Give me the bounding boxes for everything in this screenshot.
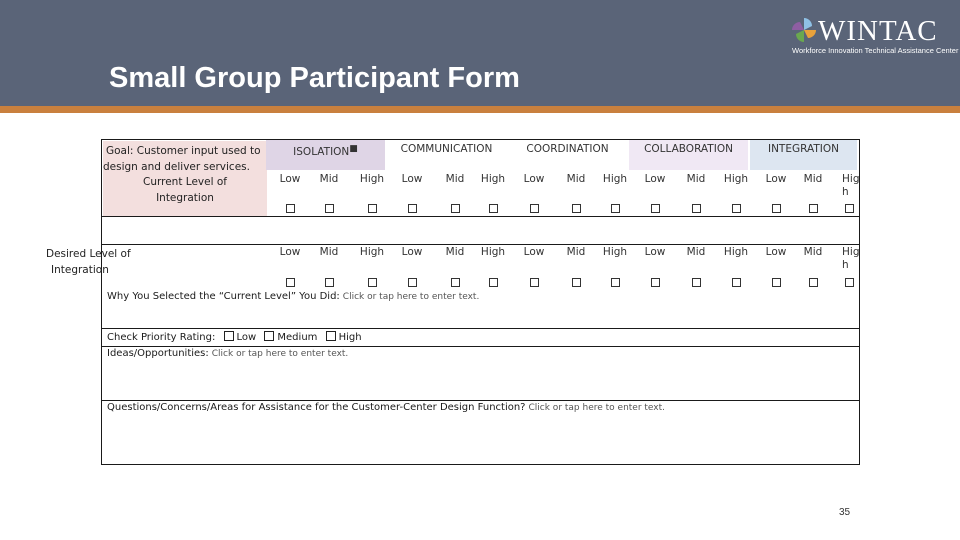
current-coordination-high-label: High — [602, 173, 628, 185]
desired-level-label-2: Integration — [51, 264, 109, 276]
ideas-placeholder[interactable]: Click or tap here to enter text. — [211, 349, 349, 359]
header-accent-bar — [0, 106, 960, 113]
current-communication-low-label: Low — [401, 173, 423, 185]
category-isolation-label: ISOLATION — [293, 146, 350, 158]
why-selected-field[interactable] — [107, 291, 479, 302]
page-number: 35 — [839, 507, 851, 518]
category-collaboration: COLLABORATION — [629, 140, 748, 170]
desired-collaboration-low-label: Low — [644, 246, 666, 258]
category-coordination: COORDINATION — [508, 140, 627, 170]
priority-high-label: High — [338, 332, 362, 343]
priority-low-checkbox[interactable] — [224, 331, 234, 341]
desired-collaboration-high-label: High — [723, 246, 749, 258]
category-communication: COMMUNICATION — [387, 140, 506, 170]
pinwheel-logo-icon — [792, 18, 816, 42]
desired-communication-low-label: Low — [401, 246, 423, 258]
row-divider-4 — [102, 346, 859, 347]
current-isolation-mid-checkbox[interactable] — [325, 204, 334, 213]
current-integration-high-checkbox[interactable] — [845, 204, 854, 213]
desired-coordination-low-checkbox[interactable] — [530, 278, 539, 287]
current-communication-low-checkbox[interactable] — [408, 204, 417, 213]
desired-coordination-mid-checkbox[interactable] — [572, 278, 581, 287]
why-selected-label: Why You Selected the “Current Level” You Did: — [107, 291, 340, 302]
desired-integration-low-checkbox[interactable] — [772, 278, 781, 287]
desired-collaboration-high-checkbox[interactable] — [732, 278, 741, 287]
current-coordination-mid-checkbox[interactable] — [572, 204, 581, 213]
category-integration: INTEGRATION — [750, 140, 857, 170]
current-integration-low-checkbox[interactable] — [772, 204, 781, 213]
priority-medium-label: Medium — [277, 332, 318, 343]
current-communication-high-label: High — [480, 173, 506, 185]
desired-communication-low-checkbox[interactable] — [408, 278, 417, 287]
desired-collaboration-mid-label: Mid — [686, 246, 706, 258]
row-divider-1 — [102, 216, 859, 217]
priority-medium-checkbox[interactable] — [264, 331, 274, 341]
desired-isolation-mid-label: Mid — [319, 246, 339, 258]
row-divider-5 — [102, 400, 859, 401]
desired-communication-high-checkbox[interactable] — [489, 278, 498, 287]
ideas-field[interactable] — [107, 348, 348, 359]
participant-form-table — [101, 139, 860, 465]
current-integration-high-label: Hig h — [842, 173, 860, 198]
desired-coordination-low-label: Low — [523, 246, 545, 258]
current-level-label-2: Integration — [156, 192, 214, 204]
desired-isolation-low-label: Low — [279, 246, 301, 258]
priority-rating-label: Check Priority Rating: — [107, 332, 216, 343]
desired-integration-high-checkbox[interactable] — [845, 278, 854, 287]
goal-line-2: design and deliver services. — [103, 161, 250, 173]
desired-communication-mid-checkbox[interactable] — [451, 278, 460, 287]
desired-integration-low-label: Low — [765, 246, 787, 258]
questions-placeholder[interactable]: Click or tap here to enter text. — [528, 403, 666, 413]
current-isolation-mid-label: Mid — [319, 173, 339, 185]
priority-rating-row — [107, 331, 362, 343]
current-collaboration-mid-label: Mid — [686, 173, 706, 185]
desired-integration-mid-checkbox[interactable] — [809, 278, 818, 287]
why-selected-placeholder[interactable]: Click or tap here to enter text. — [342, 292, 480, 302]
current-isolation-low-label: Low — [279, 173, 301, 185]
current-coordination-high-checkbox[interactable] — [611, 204, 620, 213]
current-communication-mid-checkbox[interactable] — [451, 204, 460, 213]
current-communication-high-checkbox[interactable] — [489, 204, 498, 213]
goal-line-1: Goal: Customer input used to — [106, 145, 261, 157]
current-integration-mid-label: Mid — [803, 173, 823, 185]
row-divider-3 — [102, 328, 859, 329]
current-integration-low-label: Low — [765, 173, 787, 185]
priority-low-label: Low — [236, 332, 257, 343]
current-level-label: Current Level of — [143, 176, 227, 188]
current-collaboration-low-checkbox[interactable] — [651, 204, 660, 213]
page-title: Small Group Participant Form — [109, 62, 520, 94]
current-coordination-low-checkbox[interactable] — [530, 204, 539, 213]
current-isolation-high-label: High — [359, 173, 385, 185]
goal-cell — [103, 141, 267, 216]
current-coordination-mid-label: Mid — [566, 173, 586, 185]
desired-isolation-mid-checkbox[interactable] — [325, 278, 334, 287]
ideas-label: Ideas/Opportunities: — [107, 348, 209, 359]
current-communication-mid-label: Mid — [445, 173, 465, 185]
row-divider-2 — [102, 244, 859, 245]
priority-high-checkbox[interactable] — [326, 331, 336, 341]
current-integration-mid-checkbox[interactable] — [809, 204, 818, 213]
desired-communication-high-label: High — [480, 246, 506, 258]
desired-level-label: Desired Level of — [46, 248, 131, 260]
logo-subtitle: Workforce Innovation Technical Assistance Center — [792, 46, 959, 55]
desired-coordination-high-checkbox[interactable] — [611, 278, 620, 287]
current-collaboration-low-label: Low — [644, 173, 666, 185]
desired-communication-mid-label: Mid — [445, 246, 465, 258]
desired-isolation-high-label: High — [359, 246, 385, 258]
desired-collaboration-mid-checkbox[interactable] — [692, 278, 701, 287]
desired-coordination-high-label: High — [602, 246, 628, 258]
questions-field[interactable] — [107, 402, 665, 413]
current-isolation-high-checkbox[interactable] — [368, 204, 377, 213]
logo-wordmark: WINTAC — [818, 15, 938, 47]
category-isolation: ISOLATION■ — [266, 140, 385, 170]
desired-integration-high-label: Hig h — [842, 246, 860, 271]
current-collaboration-mid-checkbox[interactable] — [692, 204, 701, 213]
desired-coordination-mid-label: Mid — [566, 246, 586, 258]
desired-isolation-low-checkbox[interactable] — [286, 278, 295, 287]
current-isolation-low-checkbox[interactable] — [286, 204, 295, 213]
current-coordination-low-label: Low — [523, 173, 545, 185]
current-collaboration-high-label: High — [723, 173, 749, 185]
questions-label: Questions/Concerns/Areas for Assistance for the Customer-Center Design Function? — [107, 402, 526, 413]
current-collaboration-high-checkbox[interactable] — [732, 204, 741, 213]
desired-isolation-high-checkbox[interactable] — [368, 278, 377, 287]
desired-collaboration-low-checkbox[interactable] — [651, 278, 660, 287]
desired-integration-mid-label: Mid — [803, 246, 823, 258]
wintac-logo — [790, 14, 959, 58]
